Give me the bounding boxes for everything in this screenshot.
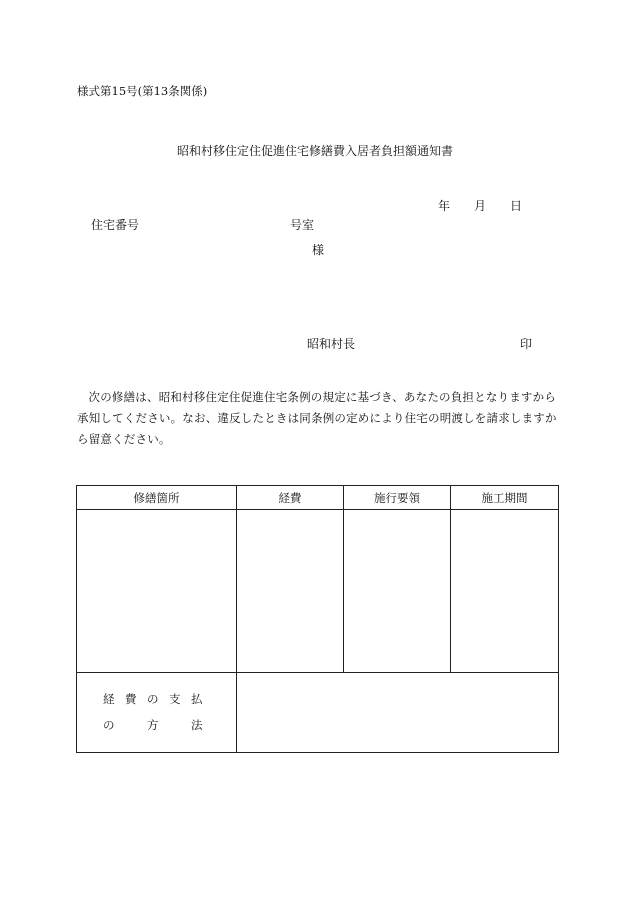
payment-method-row xyxy=(77,672,559,752)
seal-mark: 印 xyxy=(520,337,533,351)
room-number-label: 号室 xyxy=(290,218,315,232)
repair-cost-table xyxy=(76,485,559,753)
pay-char: 法 xyxy=(191,718,203,733)
form-number: 様式第15号(第13条関係) xyxy=(77,84,208,98)
construction-period-cell[interactable] xyxy=(451,510,559,673)
housing-number-label: 住宅番号 xyxy=(91,218,140,232)
header-repair-location: 修繕箇所 xyxy=(77,486,237,510)
repair-location-cell[interactable] xyxy=(77,510,237,673)
date-month-label: 月 xyxy=(474,199,487,213)
pay-char: 支 xyxy=(169,692,181,707)
pay-char: 払 xyxy=(191,692,203,707)
execution-procedure-cell[interactable] xyxy=(344,510,451,673)
payment-method-value-cell[interactable] xyxy=(237,672,559,752)
header-construction-period: 施工期間 xyxy=(451,486,559,510)
pay-char: の xyxy=(147,692,159,707)
pay-char: の xyxy=(103,718,115,733)
document-title: 昭和村移住定住促進住宅修繕費入居者負担額通知書 xyxy=(176,144,453,158)
table-row xyxy=(77,510,559,673)
header-execution-procedure: 施行要領 xyxy=(344,486,451,510)
pay-char: 方 xyxy=(147,718,159,733)
payment-method-label-line1 xyxy=(77,686,236,712)
pay-char: 費 xyxy=(125,692,137,707)
date-year-label: 年 xyxy=(438,199,451,213)
header-cost: 経費 xyxy=(237,486,344,510)
issuer-name: 昭和村長 xyxy=(307,337,356,351)
cost-cell[interactable] xyxy=(237,510,344,673)
payment-method-label-line2 xyxy=(77,712,236,738)
recipient-honorific: 様 xyxy=(312,243,325,257)
table-header-row xyxy=(77,486,559,510)
pay-char: 経 xyxy=(103,692,115,707)
date-day-label: 日 xyxy=(510,199,523,213)
notice-body-text: 次の修繕は、昭和村移住定住促進住宅条例の規定に基づき、あなたの負担となりますから承知してください。なお、違反したときは同条例の定めにより住宅の明渡しを請求しますから留意ください。 xyxy=(77,390,557,446)
payment-method-label-cell xyxy=(77,672,237,752)
